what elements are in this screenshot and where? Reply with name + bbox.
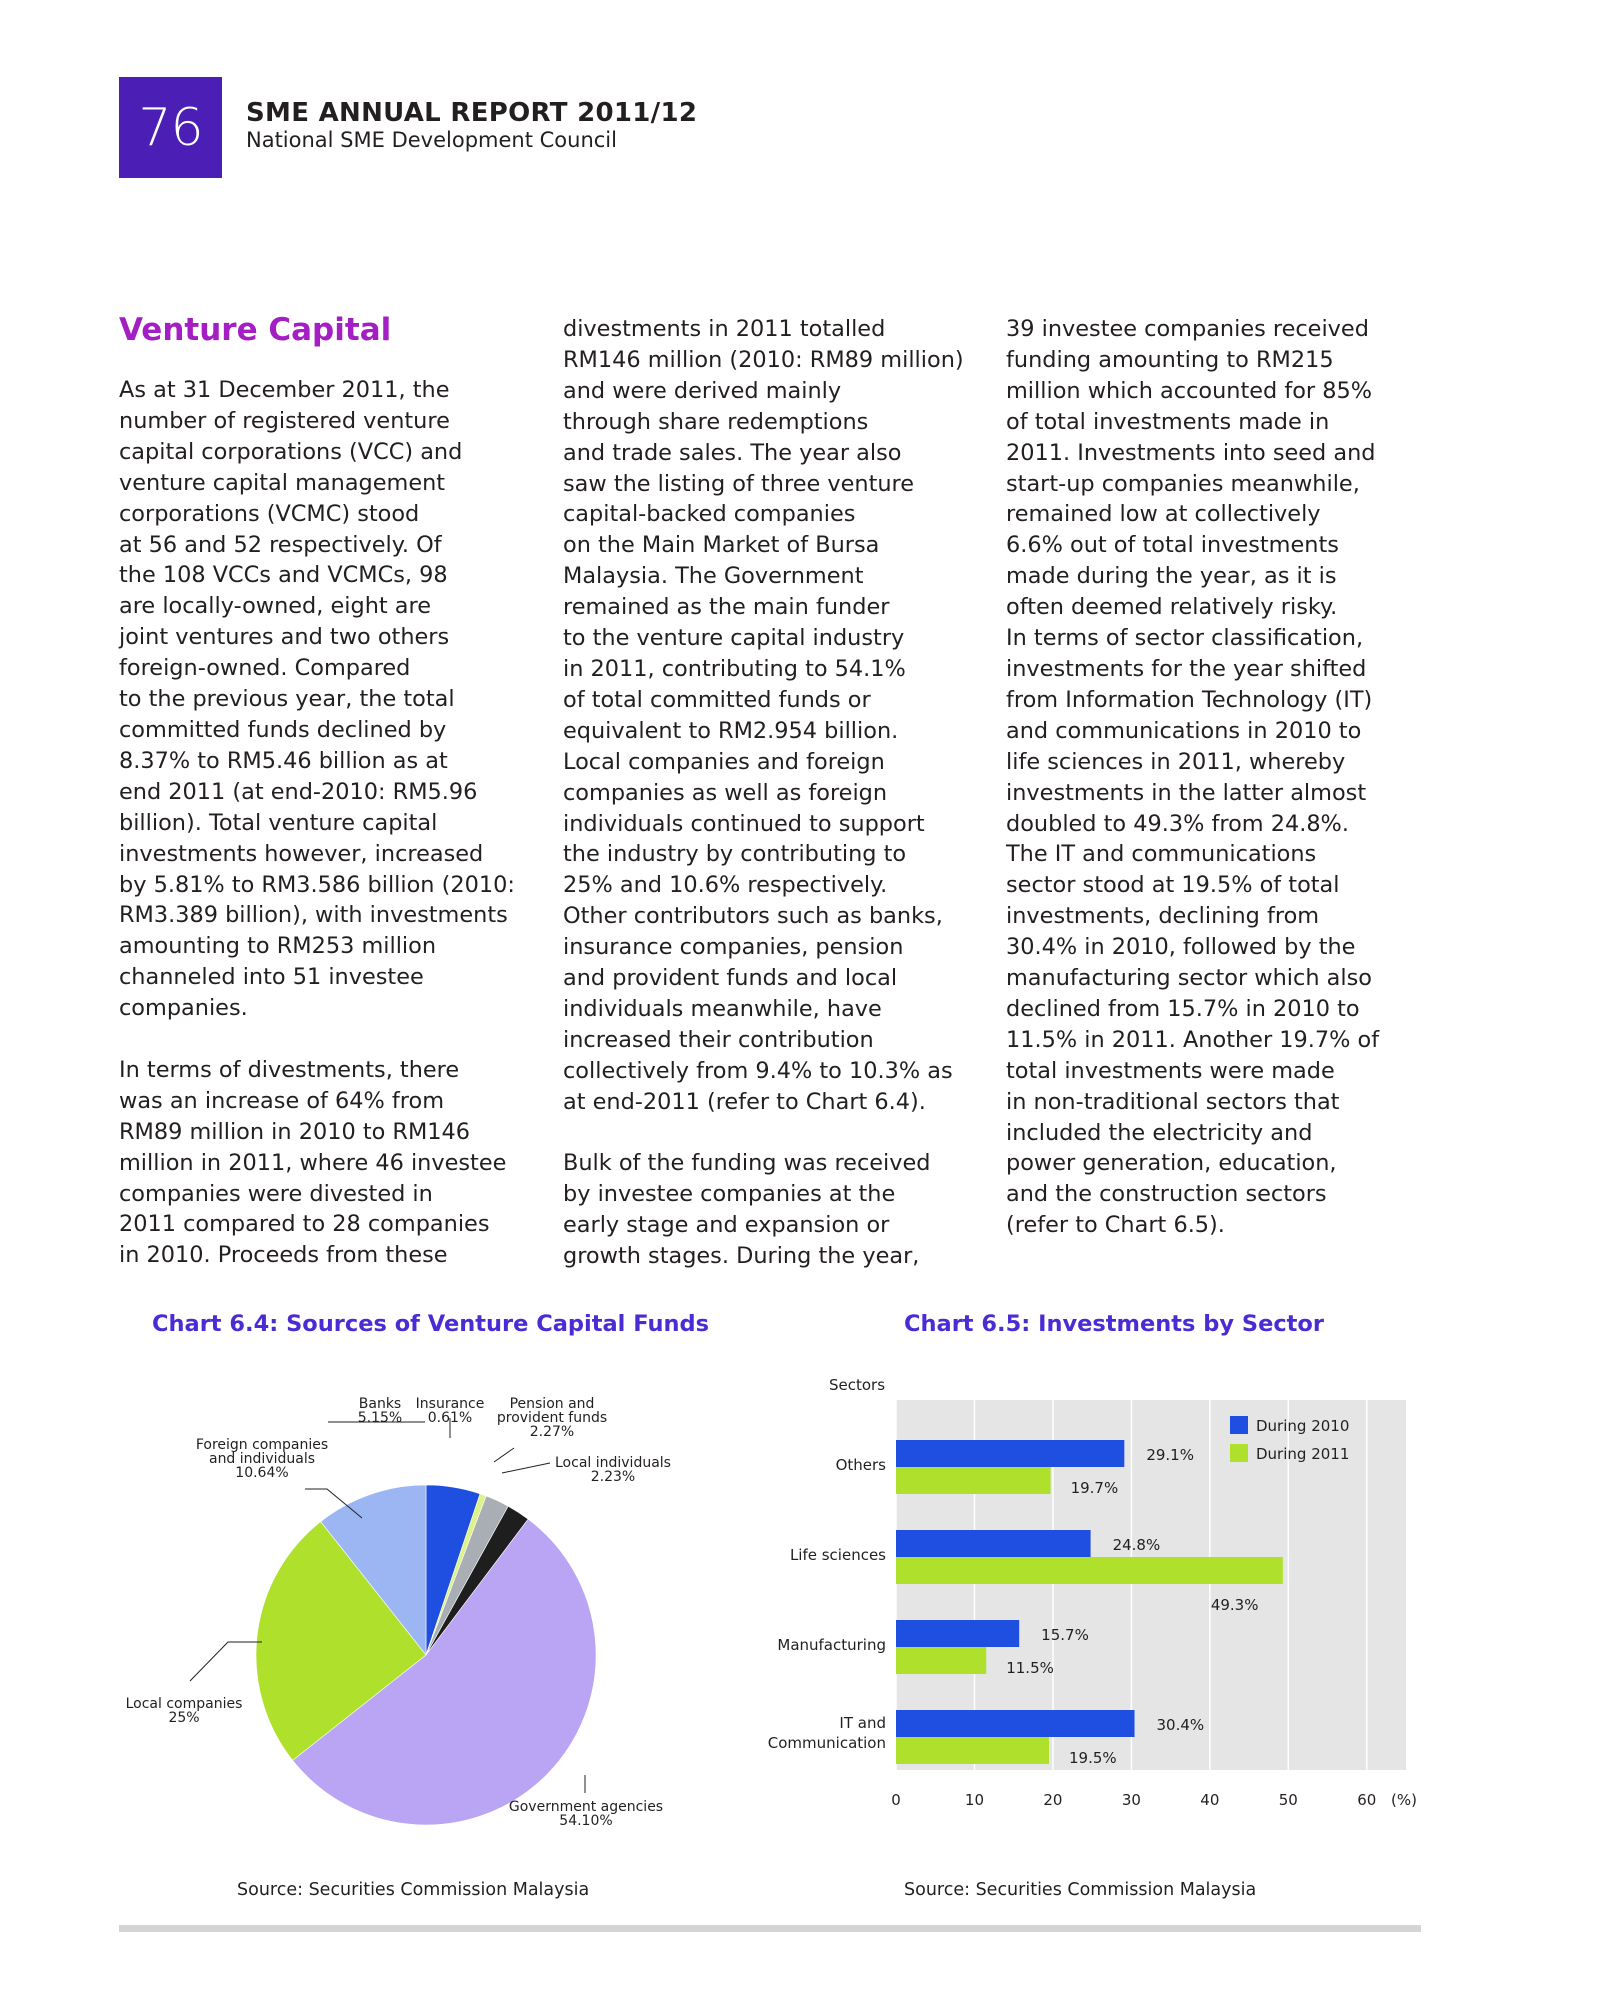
leader-line bbox=[502, 1463, 550, 1473]
report-title: SME ANNUAL REPORT 2011/12 bbox=[246, 98, 698, 128]
pie-chart-source: Source: Securities Commission Malaysia bbox=[237, 1880, 590, 1900]
bar bbox=[896, 1647, 986, 1674]
pie-slice-label: Pension and provident funds 2.27% bbox=[496, 1396, 608, 1440]
x-axis-unit: (%) bbox=[1391, 1791, 1417, 1809]
legend-label: During 2010 bbox=[1256, 1417, 1350, 1435]
x-tick-label: 0 bbox=[891, 1791, 901, 1809]
text-column-2 bbox=[563, 314, 981, 1303]
category-label: Manufacturing bbox=[777, 1636, 886, 1654]
bar bbox=[896, 1467, 1051, 1494]
bar bbox=[896, 1737, 1049, 1764]
data-label: 49.3% bbox=[1210, 1596, 1259, 1614]
bar bbox=[896, 1440, 1124, 1467]
text-column-1 bbox=[119, 375, 537, 1302]
x-tick-label: 50 bbox=[1278, 1791, 1298, 1809]
legend-label: During 2011 bbox=[1256, 1445, 1350, 1463]
pie-slice-label: Foreign companies and individuals 10.64% bbox=[195, 1437, 329, 1481]
bar-chart-title: Chart 6.5: Investments by Sector bbox=[904, 1311, 1324, 1337]
section-title: Venture Capital bbox=[119, 312, 392, 348]
y-axis-title: Sectors bbox=[828, 1376, 886, 1394]
report-subtitle: National SME Development Council bbox=[246, 128, 617, 152]
data-label: 19.5% bbox=[1069, 1749, 1117, 1767]
x-tick-label: 60 bbox=[1357, 1791, 1377, 1809]
bar-chart-source: Source: Securities Commission Malaysia bbox=[904, 1880, 1257, 1900]
legend-swatch bbox=[1230, 1416, 1248, 1434]
category-label: Life sciences bbox=[789, 1546, 886, 1564]
paragraph: 39 investee companies received funding amounting to RM215 million which accounted for 85% of total investments made in 2011. Investments into seed and start-up companies meanwhile, remained low at collectively 6.6% out of total investments made during the year, as it is often deemed relatively risky. In terms of sector classification, investments for the year shifted from Information Technology (IT) and communications in 2010 to life sciences in 2011, whereby investments in the latter almost doubled to 49.3% from 24.8%. The IT and communications sector stood at 19.5% of total investments, declining from 30.4% in 2010, followed by the manufacturing sector which also declined from 15.7% in 2010 to 11.5% in 2011. Another 19.7% of total investments were made in non-traditional sectors that included the electricity and power generation, education, and the construction sectors (refer to Chart 6.5). bbox=[1006, 316, 1380, 1239]
data-label: 15.7% bbox=[1041, 1626, 1089, 1644]
paragraph: divestments in 2011 totalled RM146 million (2010: RM89 million) and were derived mainly through share redemptions and trade sales. The year also saw the listing of three venture capital-backed companies on the Main Market of Bursa Malaysia. The Government remained as the main funder to the venture capital industry in 2011, contributing to 54.1% of total committed funds or equivalent to RM2.954 billion. Local companies and foreign companies as well as foreign individuals continued to support the industry by contributing to 25% and 10.6% respectively. Other contributors such as banks, insurance companies, pension and provident funds and local individuals meanwhile, have increased their contribution collectively from 9.4% to 10.3% as at end-2011 (refer to Chart 6.4). bbox=[563, 316, 964, 1115]
data-label: 30.4% bbox=[1156, 1716, 1205, 1734]
bar-chart bbox=[760, 1370, 1420, 1850]
data-label: 29.1% bbox=[1146, 1446, 1194, 1464]
category-label: Others bbox=[835, 1456, 886, 1474]
x-tick-label: 30 bbox=[1121, 1791, 1141, 1809]
pie-chart-title: Chart 6.4: Sources of Venture Capital Funds bbox=[152, 1311, 709, 1337]
pie-chart bbox=[110, 1380, 710, 1860]
footer-rule bbox=[119, 1925, 1421, 1932]
bar bbox=[896, 1710, 1135, 1737]
bar bbox=[896, 1557, 1283, 1584]
pie-slice-label: Banks 5.15% bbox=[357, 1396, 403, 1426]
text-column-3 bbox=[1006, 314, 1424, 1272]
legend-swatch bbox=[1230, 1444, 1248, 1462]
bar bbox=[896, 1620, 1019, 1647]
pie-slice-label: Government agencies 54.10% bbox=[508, 1799, 664, 1829]
paragraph: Bulk of the funding was received by investee companies at the early stage and expansion or growth stages. During the year, bbox=[563, 1150, 931, 1270]
data-label: 19.7% bbox=[1070, 1479, 1119, 1497]
pie-slice-label: Local individuals 2.23% bbox=[555, 1455, 671, 1485]
x-tick-label: 10 bbox=[964, 1791, 985, 1809]
data-label: 24.8% bbox=[1112, 1536, 1161, 1554]
paragraph: As at 31 December 2011, the number of registered venture capital corporations (VCC) and venture capital management corporations (VCMC) stood at 56 and 52 respectively. Of the 108 VCCs and VCMCs, 98 are locally-owned, eight are joint ventures and two others foreign-owned. Compared to the previous year, the total committed funds declined by 8.37% to RM5.46 billion as at end 2011 (at end-2010: RM5.96 billion). Total venture capital investments however, increased by 5.81% to RM3.586 billion (2010: RM3.389 billion), with investments amounting to RM253 million channeled into 51 investee companies. bbox=[119, 377, 515, 1022]
leader-line bbox=[190, 1642, 262, 1681]
pie-slice-label: Insurance 0.61% bbox=[415, 1396, 485, 1426]
leader-line bbox=[494, 1448, 514, 1462]
page-number: 76 bbox=[138, 97, 203, 158]
data-label: 11.5% bbox=[1006, 1659, 1054, 1677]
page-number-box bbox=[119, 77, 222, 178]
x-tick-label: 20 bbox=[1043, 1791, 1063, 1809]
x-tick-label: 40 bbox=[1200, 1791, 1220, 1809]
category-label: IT and Communication bbox=[767, 1714, 886, 1752]
bar bbox=[896, 1530, 1091, 1557]
paragraph: In terms of divestments, there was an increase of 64% from RM89 million in 2010 to RM146 million in 2011, where 46 investee companies were divested in 2011 compared to 28 companies in 2010. Proceeds from these bbox=[119, 1056, 507, 1269]
pie-slice-label: Local companies 25% bbox=[125, 1696, 243, 1726]
